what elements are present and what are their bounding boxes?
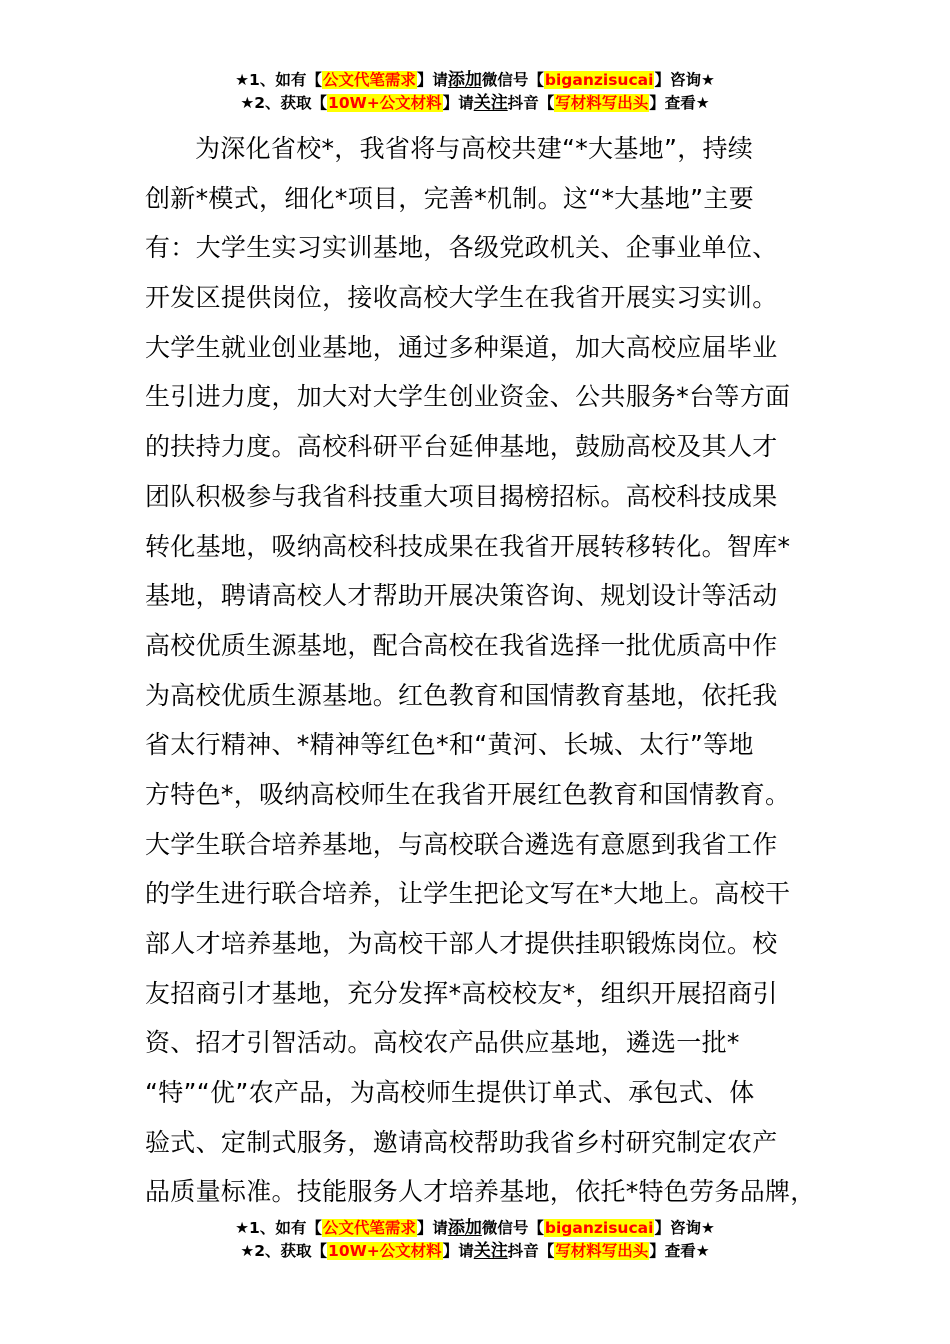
- ad-text: 】请: [442, 1242, 474, 1260]
- ad-highlight-materials: 10W+公文材料: [328, 94, 442, 112]
- body-line: 高校优质生源基地，配合高校在我省选择一批优质高中作: [145, 630, 778, 660]
- body-paragraph: [145, 124, 825, 1217]
- body-line: 友招商引才基地，充分发挥*高校校友*，组织开展招商引: [145, 978, 778, 1008]
- body-line: 的学生进行联合培养，让学生把论文写在*大地上。高校干: [145, 879, 791, 909]
- body-line: 大学生就业创业基地，通过多种渠道，加大高校应届毕业: [145, 332, 778, 362]
- ad-highlight-service: 公文代笔需求: [322, 71, 416, 89]
- body-line: 方特色*，吸纳高校师生在我省开展红色教育和国情教育。: [145, 779, 791, 809]
- body-line: 的扶持力度。高校科研平台延伸基地，鼓励高校及其人才: [145, 432, 778, 462]
- ad-line-2: [0, 1240, 950, 1263]
- body-line: “特”“优”农产品，为高校师生提供订单式、承包式、体: [145, 1078, 755, 1108]
- body-line: 部人才培养基地，为高校干部人才提供挂职锻炼岗位。校: [145, 929, 778, 958]
- ad-text: 抖音【: [507, 94, 555, 112]
- body-line: 为高校优质生源基地。红色教育和国情教育基地，依托我: [145, 680, 778, 710]
- ad-highlight-wechat-id: biganzisucai: [544, 71, 654, 89]
- body-line: 有：大学生实习实训基地，各级党政机关、企事业单位、: [145, 233, 778, 263]
- ad-text: 】咨询★: [654, 1219, 715, 1237]
- body-line: 转化基地，吸纳高校科技成果在我省开展转移转化。智库*: [145, 531, 791, 561]
- top-ad-banner: [0, 69, 950, 115]
- body-line: 省太行精神、*精神等红色*和“黄河、长城、太行”等地: [145, 730, 754, 760]
- ad-highlight-douyin-id: 写材料写出头: [555, 94, 649, 112]
- body-line: 大学生联合培养基地，与高校联合遴选有意愿到我省工作: [145, 829, 778, 859]
- ad-emphasis: 添加: [447, 70, 482, 90]
- ad-text: 微信号【: [481, 71, 544, 89]
- ad-emphasis: 关注: [473, 93, 508, 113]
- ad-highlight-douyin-id: 写材料写出头: [555, 1242, 649, 1260]
- ad-highlight-materials: 10W+公文材料: [328, 1242, 442, 1260]
- body-line: 品质量标准。技能服务人才培养基地，依托*特色劳务品牌，: [145, 1177, 816, 1207]
- ad-text: ★2、获取【: [240, 1242, 328, 1260]
- ad-text: 】咨询★: [654, 71, 715, 89]
- ad-highlight-service: 公文代笔需求: [322, 1219, 416, 1237]
- body-line: 资、招才引智活动。高校农产品供应基地，遴选一批*: [145, 1028, 740, 1058]
- ad-text: ★2、获取【: [240, 94, 328, 112]
- ad-highlight-wechat-id: biganzisucai: [544, 1219, 654, 1237]
- ad-text: ★1、如有【: [235, 1219, 322, 1237]
- body-line: 验式、定制式服务，邀请高校帮助我省乡村研究制定农产: [145, 1127, 778, 1157]
- ad-emphasis: 添加: [447, 1218, 482, 1238]
- ad-line-1: [0, 69, 950, 92]
- body-line: 生引进力度，加大对大学生创业资金、公共服务*台等方面: [145, 382, 791, 412]
- ad-text: 】查看★: [649, 1242, 710, 1260]
- body-line: 开发区提供岗位，接收高校大学生在我省开展实习实训。: [145, 283, 778, 313]
- body-line: 为深化省校*，我省将与高校共建“*大基地”，持续: [195, 134, 754, 163]
- ad-emphasis: 关注: [473, 1241, 508, 1261]
- ad-text: 微信号【: [481, 1219, 544, 1237]
- ad-text: 抖音【: [507, 1242, 555, 1260]
- body-line: 团队积极参与我省科技重大项目揭榜招标。高校科技成果: [145, 481, 778, 511]
- ad-text: ★1、如有【: [235, 71, 322, 89]
- body-line: 创新*模式，细化*项目，完善*机制。这“*大基地”主要: [145, 183, 755, 213]
- ad-text: 】请: [442, 94, 474, 112]
- ad-text: 】请: [416, 1219, 448, 1237]
- ad-text: 】请: [416, 71, 448, 89]
- body-line: 基地，聘请高校人才帮助开展决策咨询、规划设计等活动: [145, 581, 778, 611]
- bottom-ad-banner: [0, 1217, 950, 1263]
- ad-line-2: [0, 92, 950, 115]
- ad-line-1: [0, 1217, 950, 1240]
- ad-text: 】查看★: [649, 94, 710, 112]
